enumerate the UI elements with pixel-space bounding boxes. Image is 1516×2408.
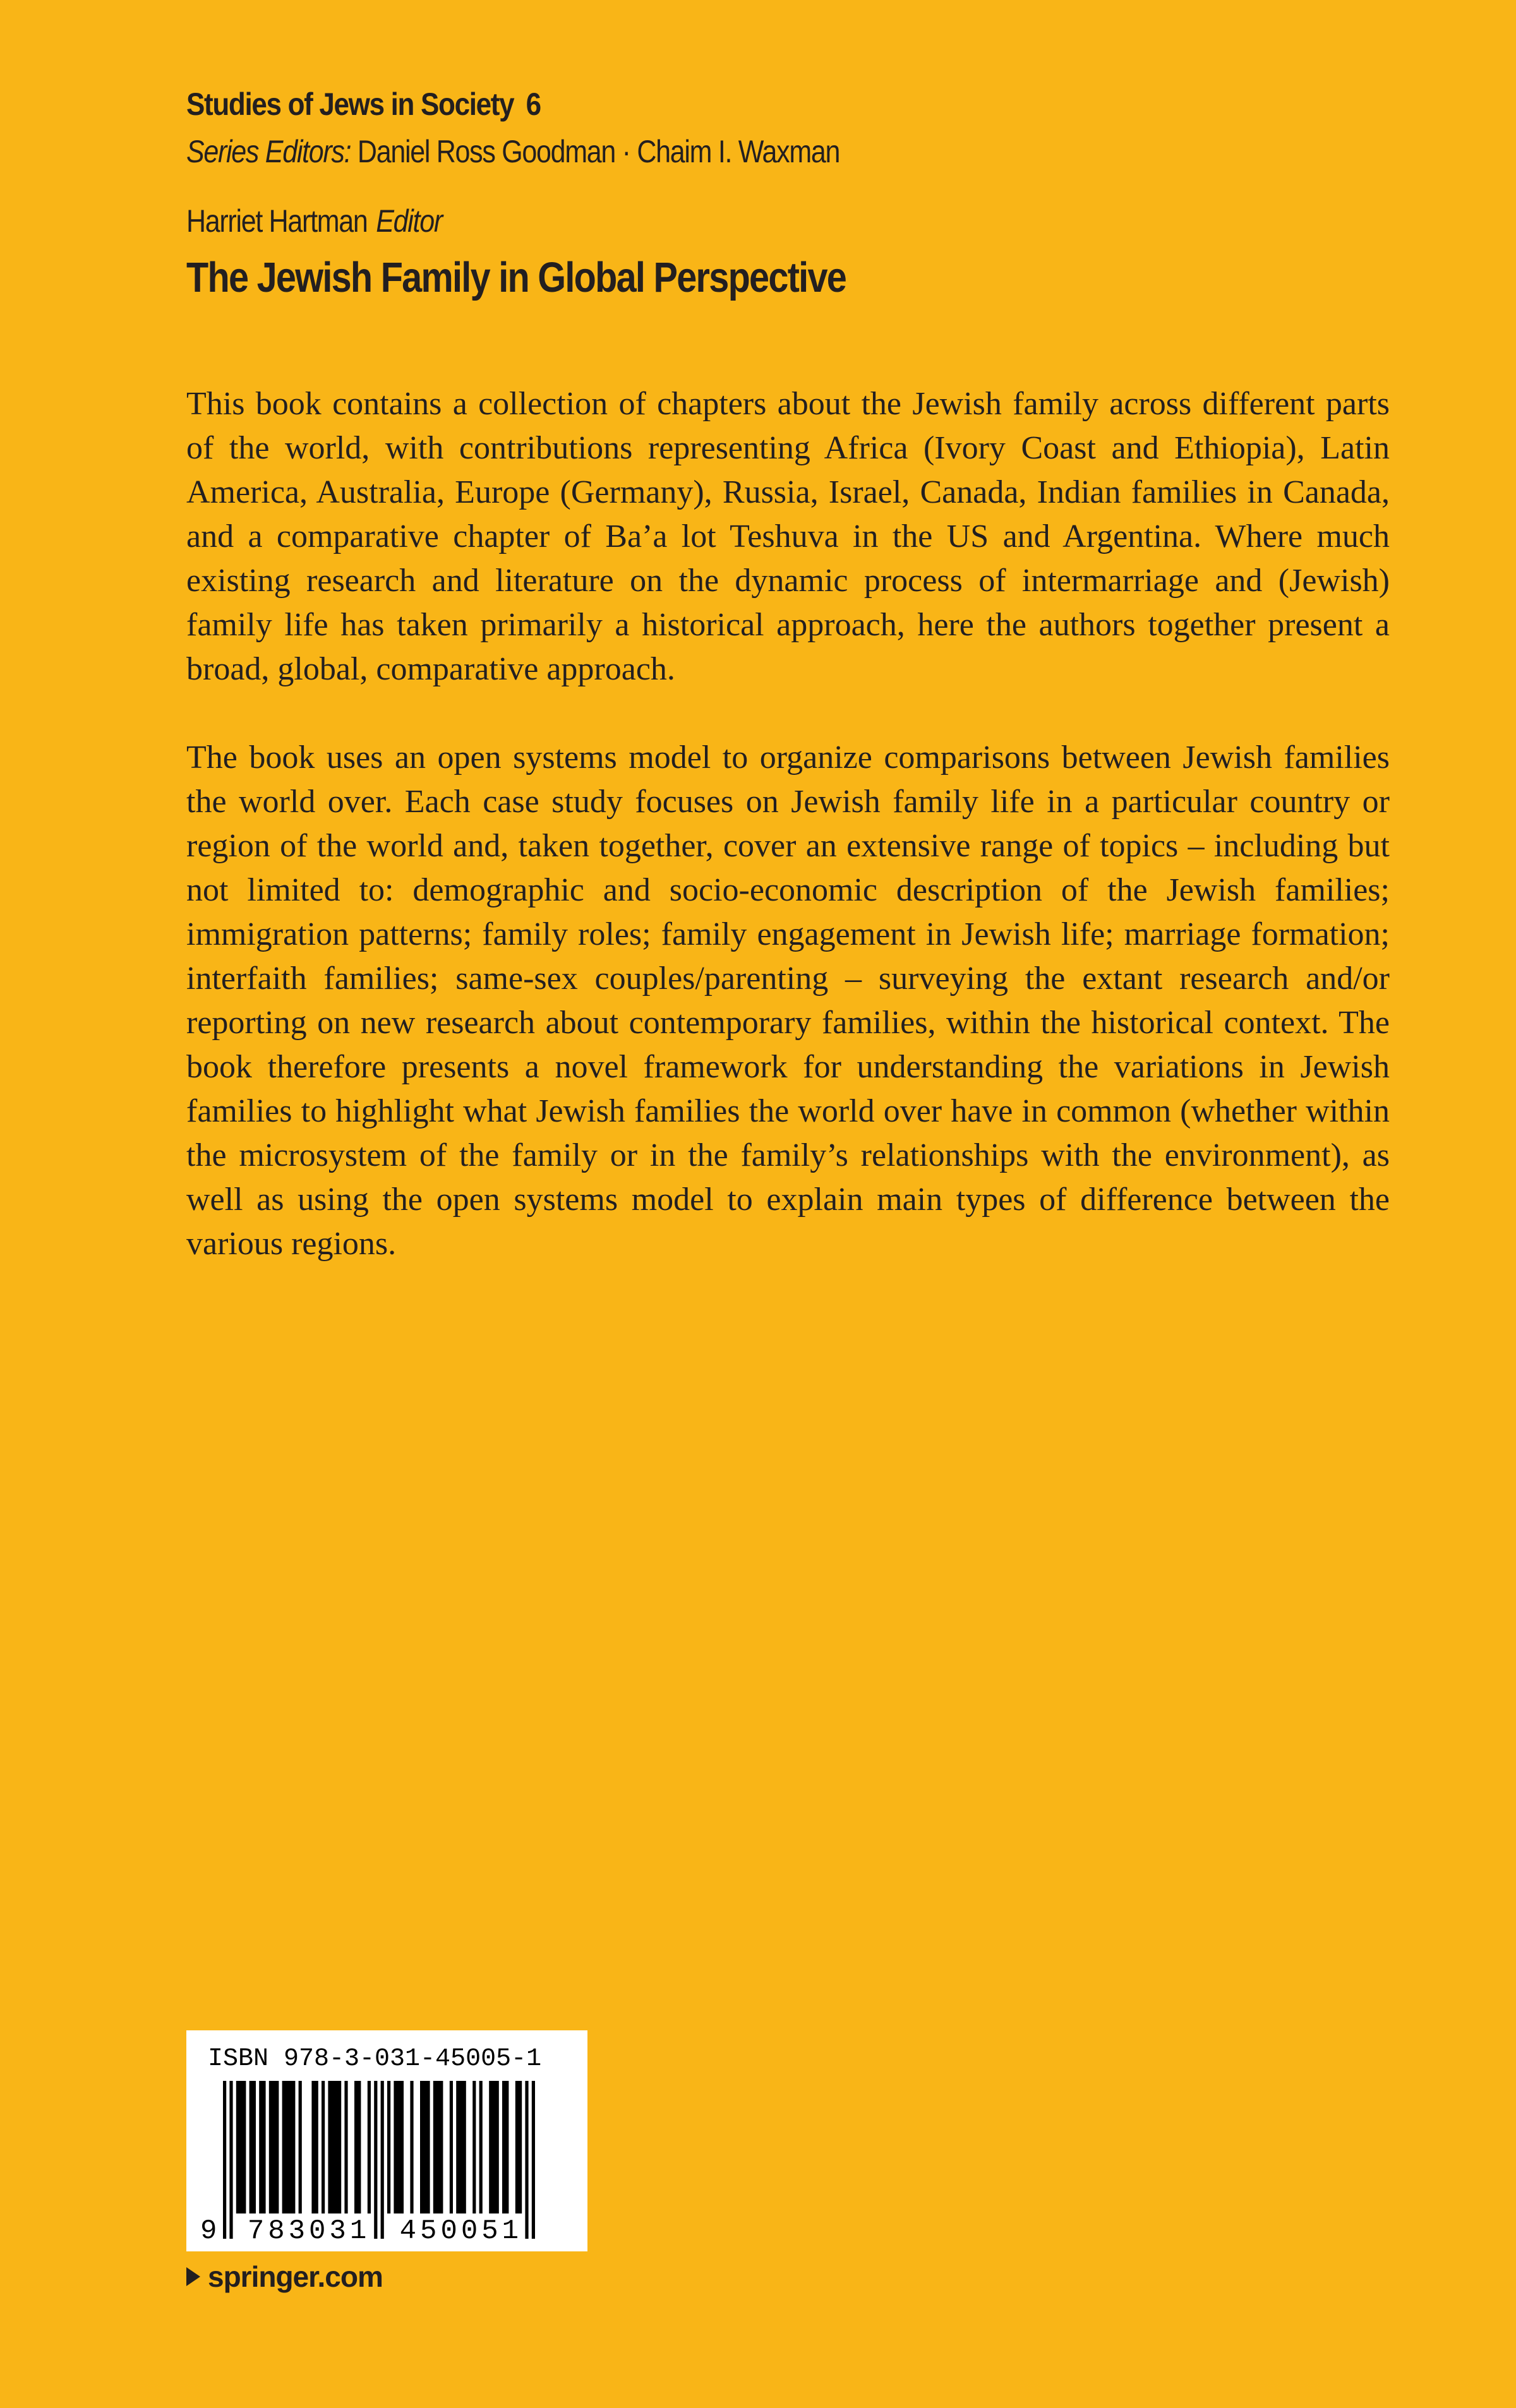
barcode-bar [344,2081,347,2213]
barcode-bar [489,2081,499,2213]
barcode-bar [354,2081,361,2213]
book-title: The Jewish Family in Global Perspective [186,254,846,301]
barcode-digits [200,2216,579,2246]
barcode-right-digits: 450051 [399,2215,523,2247]
series-editors-label: Series Editors: [186,134,351,169]
series-volume: 6 [526,87,541,122]
barcode-bar [311,2081,318,2213]
barcode-bar [479,2081,483,2213]
barcode-bar [532,2081,535,2239]
barcode-bar [368,2081,371,2213]
barcode-bar [250,2081,256,2213]
book-description [186,382,1390,1310]
barcode-bar [450,2081,453,2213]
barcode-bar [394,2081,404,2213]
barcode-bar [259,2081,265,2213]
book-editor [186,199,442,243]
barcode-bar [299,2081,302,2213]
barcode-bar [515,2081,522,2213]
publisher-link[interactable] [186,2258,383,2296]
triangle-right-icon [186,2267,200,2286]
book-editor-role: Editor [376,203,442,239]
barcode-bar [282,2081,296,2213]
barcode-bar [236,2081,246,2213]
publisher-url: springer.com [208,2260,383,2293]
description-paragraph-1: This book contains a collection of chapters about the Jewish family across different parts of the world, with contributions representing Africa (Ivory Coast and Ethiopia), Latin America, Australia, Europe (Germany), Russia, Israel, Canada, Indian families in Canada, and a comparative chapter of Ba’a lot Teshuva in the US and Argentina. Where much existing research and literature on the dynamic process of intermarriage and (Jewish) family life has taken primarily a historical approach, here the authors together present a broad, global, comparative approach. [186,386,1390,687]
isbn-label: ISBN 978-3-031-45005-1 [208,2045,542,2073]
barcode-first-digit: 9 [200,2215,221,2247]
barcode-bar [322,2081,325,2213]
series-name: Studies of Jews in Society [186,87,514,122]
barcode-bar [269,2081,279,2213]
barcode-bar [328,2081,341,2213]
barcode-left-digits: 783031 [247,2215,371,2247]
series-editors-names: Daniel Ross Goodman · Chaim I. Waxman [357,134,840,169]
barcode-bar [525,2081,528,2239]
barcode-bar [420,2081,430,2213]
description-paragraph-2: The book uses an open systems model to organize comparisons between Jewish families the world over. Each case study focuses on Jewish family life in a particular country or region of the world and, taken together, cover an extensive range of topics – including but not limited to: demographic and socio-economic description of the Jewish families; immigration patterns; family roles; family engagement in Jewish life; marriage formation; interfaith families; same-sex couples/parenting – surveying the extant research and/or reporting on new research about contemporary families, within the historical context. The book therefore presents a novel framework for understanding the variations in Jewish families to highlight what Jewish families the world over have in common (whether within the microsystem of the family or in the family’s relationships with the environment), as well as using the open systems model to explain main types of difference between the various regions. [186,740,1390,1262]
barcode-bar [410,2081,413,2213]
barcode-bar [456,2081,466,2213]
book-editor-name: Harriet Hartman [186,203,368,239]
barcode-bar [433,2081,443,2213]
series-title [186,82,541,126]
series-editors [186,129,839,174]
barcode-bar [387,2081,390,2213]
isbn-barcode [186,2030,587,2251]
barcode-bar [472,2081,476,2213]
barcode-bar [502,2081,508,2213]
